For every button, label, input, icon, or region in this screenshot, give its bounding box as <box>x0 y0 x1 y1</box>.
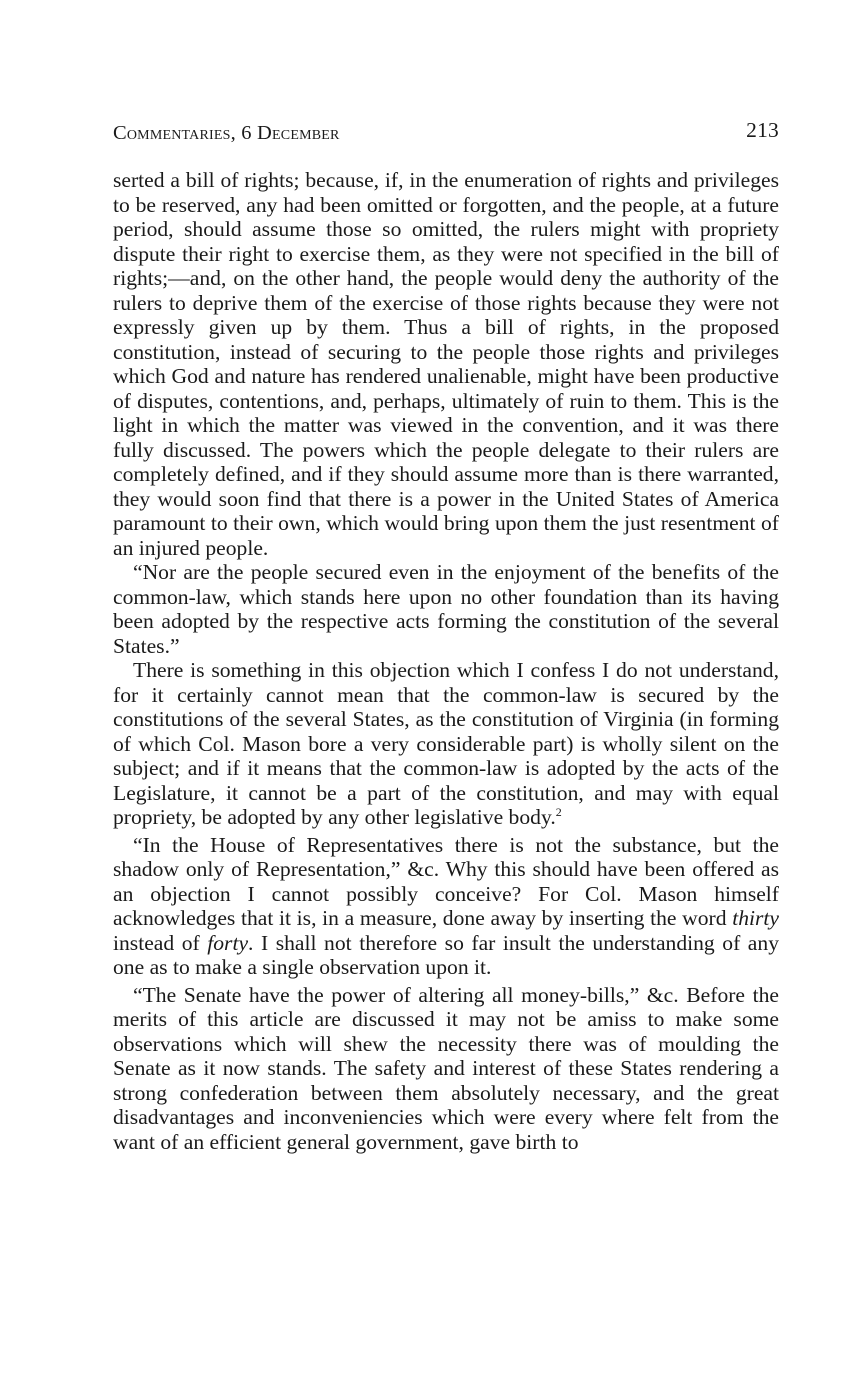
paragraph-text: There is something in this objection which I confess I do not understand, for it certainly cannot mean that the common-law is secured by the constitutions of the several States, as the constitution of Virginia (in forming of which Col. Mason bore a very considerable part) is wholly silent on the subject; and if it means that the common-law is adopted by the acts of the Legislature, it cannot be a part of the constitution, and may with equal propriety, be adopted by any other legislative body. <box>113 658 779 829</box>
paragraph-text-middle: instead of <box>113 930 208 955</box>
paragraph-text-before: “In the House of Representatives there is not the substance, but the shadow only of Representation,” &c. Why this should have been offered as an objection I cannot possibly conceive? For Col. Mason himself acknowledges that it is, in a measure, done away by inserting the word <box>113 832 779 930</box>
body-text <box>113 168 779 1154</box>
document-page <box>113 116 779 1154</box>
italic-thirty: thirty <box>732 906 779 930</box>
paragraph-senate: “The Senate have the power of altering all money-bills,” &c. Before the merits of this article are discussed it may not be amiss to make some observations which will shew the necessity there was of moulding the Senate as it now stands. The safety and interest of these States rendering a strong confederation between them absolutely necessary, and the great disadvantages and inconveniencies which were every where felt from the want of an efficient general government, gave birth to <box>113 982 779 1154</box>
italic-forty: forty <box>207 930 249 955</box>
page-number: 213 <box>746 118 779 142</box>
paragraph-text-after: . I shall not therefore so far insult the understanding of any one as to make a single observation upon it. <box>113 930 779 979</box>
paragraph-quote-common-law: “Nor are the people secured even in the enjoyment of the benefits of the common-law, which stands here upon no other foundation than its having been adopted by the respective acts forming the constitution of the several States.” <box>113 560 779 658</box>
paragraph-representation <box>113 833 779 980</box>
footnote-reference[interactable]: 2 <box>555 805 562 819</box>
running-title: Commentaries, 6 December <box>113 122 340 144</box>
running-head <box>113 116 779 148</box>
paragraph-continued: serted a bill of rights; because, if, in the enumeration of rights and privileges to be reserved, any had been omitted or forgotten, and the people, at a future period, should assume those so omitted, the rulers might with propriety dispute their right to exercise them, as they were not specified in the bill of rights;—and, on the other hand, the people would deny the authority of the rulers to deprive them of the exercise of those rights because they were not expressly given up by them. Thus a bill of rights, in the proposed constitution, instead of securing to the people those rights and privileges which God and nature has rendered unalienable, might have been productive of disputes, contentions, and, perhaps, ultimately of ruin to them. This is the light in which the matter was viewed in the convention, and it was there fully discussed. The powers which the people delegate to their rulers are completely defined, and if they should assume more than is there warranted, they would soon find that there is a power in the United States of America paramount to their own, which would bring upon them the just resentment of an injured people. <box>113 168 779 560</box>
paragraph-objection-reply <box>113 658 779 830</box>
